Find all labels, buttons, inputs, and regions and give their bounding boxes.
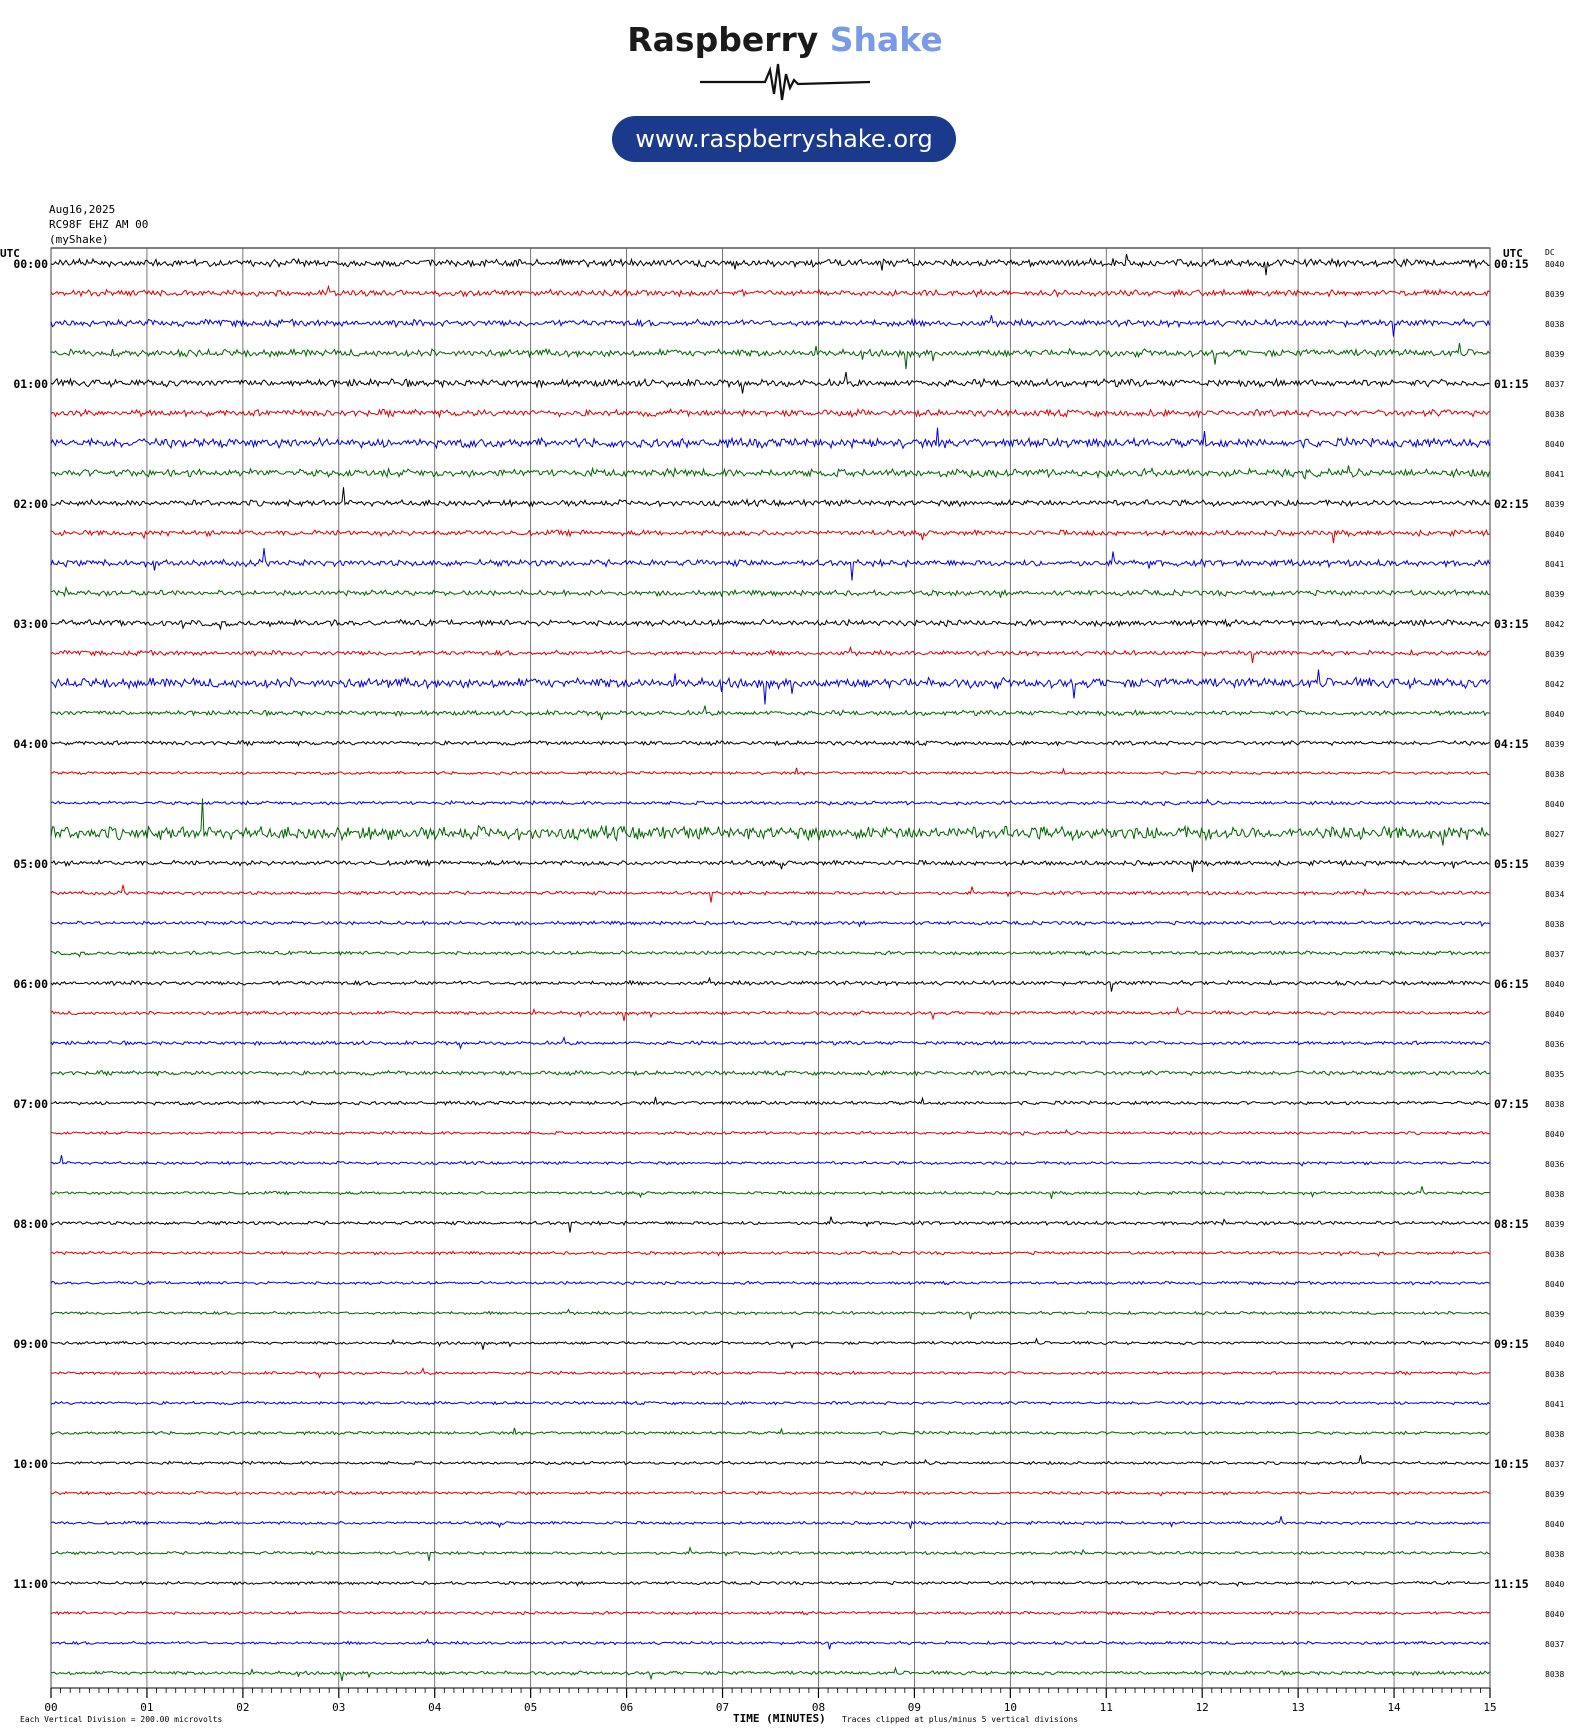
dc-value: 8038 — [1545, 1250, 1565, 1259]
trace-line — [51, 1611, 1490, 1614]
utc-hour-label: 01:00 — [13, 377, 48, 391]
utc-right-label: 11:15 — [1494, 1577, 1529, 1591]
dc-value: 8040 — [1545, 1280, 1565, 1289]
trace-line — [51, 647, 1490, 663]
utc-right-label: 03:15 — [1494, 617, 1529, 631]
x-tick-label: 15 — [1483, 1701, 1497, 1714]
trace-line — [51, 1130, 1490, 1135]
labels — [0, 247, 1564, 1725]
dc-value: 8036 — [1545, 1160, 1565, 1169]
trace-line — [51, 315, 1490, 336]
trace-line — [51, 1548, 1490, 1561]
right-axis-title: UTC — [1503, 247, 1523, 260]
trace-line — [51, 620, 1490, 629]
trace-line — [51, 254, 1490, 275]
utc-hour-label: 05:00 — [13, 857, 48, 871]
trace-line — [51, 921, 1490, 926]
x-tick-label: 04 — [428, 1701, 442, 1714]
x-tick-label: 08 — [811, 1701, 826, 1714]
trace-line — [51, 1281, 1490, 1284]
trace-line — [51, 978, 1490, 992]
trace-line — [51, 1368, 1490, 1377]
x-tick-label: 07 — [715, 1701, 730, 1714]
utc-right-label: 06:15 — [1494, 977, 1529, 991]
trace-line — [51, 1071, 1490, 1076]
trace-line — [51, 860, 1490, 872]
trace-line — [51, 286, 1490, 296]
trace-line — [51, 372, 1490, 394]
dc-value: 8040 — [1545, 440, 1565, 449]
x-tick-label: 05 — [524, 1701, 538, 1714]
utc-hour-label: 10:00 — [13, 1457, 48, 1471]
trace-line — [51, 1491, 1490, 1496]
dc-value: 8039 — [1545, 350, 1565, 359]
x-tick-label: 11 — [1099, 1701, 1113, 1714]
dc-value: 8038 — [1545, 1430, 1565, 1439]
trace-line — [51, 1668, 1490, 1681]
trace-line — [51, 1516, 1490, 1528]
dc-value: 8038 — [1545, 1550, 1565, 1559]
utc-right-label: 05:15 — [1494, 857, 1529, 871]
trace-line — [51, 1640, 1490, 1650]
trace-line — [51, 706, 1490, 720]
dc-value: 8035 — [1545, 1070, 1565, 1079]
footer-division-note: Each Vertical Division = 200.00 microvolts — [20, 1715, 223, 1724]
utc-hour-label: 09:00 — [13, 1337, 48, 1351]
trace-line — [51, 548, 1490, 580]
x-tick-label: 06 — [619, 1701, 634, 1714]
utc-hour-label: 04:00 — [13, 737, 48, 751]
dc-value: 8038 — [1545, 1370, 1565, 1379]
utc-hour-label: 06:00 — [13, 977, 48, 991]
utc-hour-label: 11:00 — [13, 1577, 48, 1591]
dc-value: 8039 — [1545, 860, 1565, 869]
x-tick-label: 09 — [907, 1701, 922, 1714]
utc-right-label: 07:15 — [1494, 1097, 1529, 1111]
utc-right-label: 10:15 — [1494, 1457, 1529, 1471]
dc-value: 8039 — [1545, 1310, 1565, 1319]
trace-line — [51, 1008, 1490, 1021]
dc-value: 8039 — [1545, 500, 1565, 509]
dc-value: 8040 — [1545, 530, 1565, 539]
brand-word-shake: Shake — [829, 20, 943, 59]
trace-line — [51, 1310, 1490, 1320]
dc-value: 8038 — [1545, 410, 1565, 419]
dc-value: 8027 — [1545, 830, 1565, 839]
station-label: RC98F EHZ AM 00 — [49, 218, 149, 231]
dc-value: 8040 — [1545, 260, 1565, 269]
dc-value: 8034 — [1545, 890, 1565, 899]
footer-clip-note: Traces clipped at plus/minus 5 vertical divisions — [842, 1715, 1079, 1724]
dc-value: 8036 — [1545, 1040, 1565, 1049]
dc-value: 8040 — [1545, 1580, 1565, 1589]
dc-value: 8040 — [1545, 800, 1565, 809]
x-tick-label: 12 — [1195, 1701, 1209, 1714]
website-link[interactable]: www.raspberryshake.org — [612, 116, 956, 162]
x-axis-title: TIME (MINUTES) — [733, 1712, 826, 1725]
trace-line — [51, 487, 1490, 506]
trace-line — [51, 1186, 1490, 1198]
x-tick-label: 00 — [44, 1701, 58, 1714]
utc-right-label: 04:15 — [1494, 737, 1529, 751]
dc-value: 8037 — [1545, 1640, 1565, 1649]
dc-value: 8041 — [1545, 470, 1565, 479]
dc-column-title: DC — [1545, 248, 1555, 257]
dc-value: 8039 — [1545, 1220, 1565, 1229]
dc-value: 8040 — [1545, 710, 1565, 719]
dc-value: 8039 — [1545, 290, 1565, 299]
trace-line — [51, 1217, 1490, 1233]
dc-value: 8038 — [1545, 320, 1565, 329]
utc-right-label: 01:15 — [1494, 377, 1529, 391]
x-tick-label: 03 — [332, 1701, 346, 1714]
utc-hour-label: 03:00 — [13, 617, 48, 631]
dc-value: 8040 — [1545, 1010, 1565, 1019]
date-label: Aug16,2025 — [49, 203, 116, 216]
dc-value: 8041 — [1545, 560, 1565, 569]
dc-value: 8042 — [1545, 680, 1565, 689]
dc-value: 8038 — [1545, 770, 1565, 779]
trace-line — [51, 343, 1490, 369]
dc-value: 8042 — [1545, 620, 1565, 629]
dc-value: 8040 — [1545, 1130, 1565, 1139]
dc-value: 8040 — [1545, 1520, 1565, 1529]
dc-value: 8037 — [1545, 950, 1565, 959]
trace-line — [51, 1038, 1490, 1049]
dc-value: 8038 — [1545, 920, 1565, 929]
trace-line — [51, 1251, 1490, 1256]
trace-line — [51, 466, 1490, 479]
dc-value: 8037 — [1545, 380, 1565, 389]
x-tick-label: 02 — [236, 1701, 250, 1714]
dc-value: 8040 — [1545, 1610, 1565, 1619]
dc-value: 8040 — [1545, 980, 1565, 989]
dc-value: 8038 — [1545, 1100, 1565, 1109]
utc-hour-label: 08:00 — [13, 1217, 48, 1231]
trace-line — [51, 1339, 1490, 1350]
trace-line — [51, 409, 1490, 417]
x-tick-label: 14 — [1387, 1701, 1401, 1714]
trace-line — [51, 799, 1490, 846]
trace-line — [51, 530, 1490, 543]
trace-line — [51, 1155, 1490, 1166]
trace-line — [51, 670, 1490, 705]
utc-right-label: 02:15 — [1494, 497, 1529, 511]
dc-value: 8037 — [1545, 1460, 1565, 1469]
utc-right-label: 09:15 — [1494, 1337, 1529, 1351]
traces — [51, 254, 1490, 1681]
dc-value: 8039 — [1545, 590, 1565, 599]
x-tick-label: 01 — [140, 1701, 154, 1714]
trace-line — [51, 885, 1490, 903]
utc-hour-label: 00:00 — [13, 257, 48, 271]
left-axis-title: UTC — [0, 247, 20, 260]
trace-line — [51, 588, 1490, 598]
trace-line — [51, 951, 1490, 957]
plot-frame — [51, 248, 1490, 1688]
utc-hour-label: 02:00 — [13, 497, 48, 511]
trace-line — [51, 1428, 1490, 1435]
dc-value: 8040 — [1545, 1340, 1565, 1349]
dc-value: 8038 — [1545, 1190, 1565, 1199]
dc-value: 8039 — [1545, 1490, 1565, 1499]
source-label: (myShake) — [49, 233, 109, 246]
utc-hour-label: 07:00 — [13, 1097, 48, 1111]
utc-right-label: 08:15 — [1494, 1217, 1529, 1231]
x-tick-label: 10 — [1003, 1701, 1017, 1714]
trace-line — [51, 1455, 1490, 1465]
dc-value: 8039 — [1545, 740, 1565, 749]
x-tick-label: 13 — [1291, 1701, 1305, 1714]
trace-line — [51, 741, 1490, 746]
trace-line — [51, 768, 1490, 775]
brand-word-raspberry: Raspberry — [627, 20, 819, 59]
trace-line — [51, 1401, 1490, 1404]
dc-value: 8041 — [1545, 1400, 1565, 1409]
grid — [51, 248, 1490, 1698]
dc-value: 8038 — [1545, 1670, 1565, 1679]
trace-line — [51, 1097, 1490, 1105]
trace-line — [51, 800, 1490, 806]
dc-value: 8039 — [1545, 650, 1565, 659]
trace-line — [51, 1581, 1490, 1586]
utc-right-label: 00:15 — [1494, 257, 1529, 271]
trace-line — [51, 428, 1490, 449]
